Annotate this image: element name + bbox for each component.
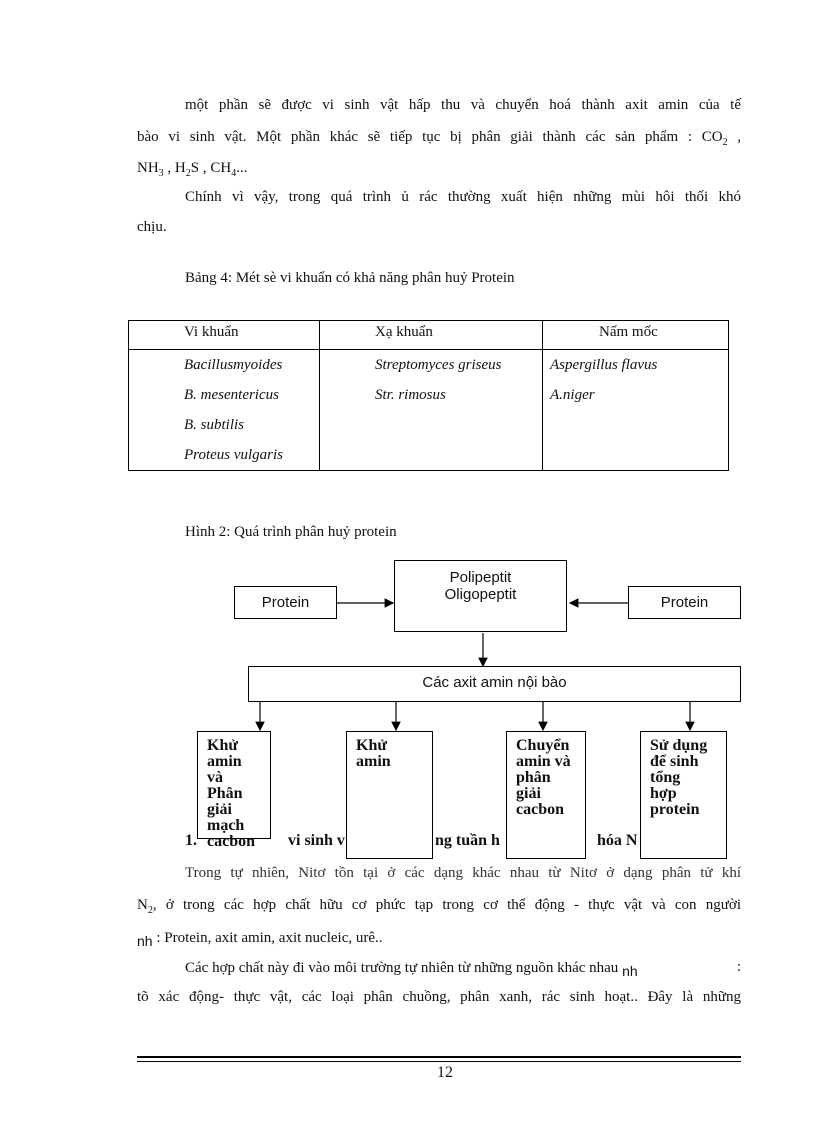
footer-rule-bottom xyxy=(137,1061,741,1062)
list-item: A.niger xyxy=(550,387,595,403)
para-1-line-3: $NH_3$ , $H_2S$ , $CH_4$... xyxy=(137,160,248,179)
protein-left-box: Protein xyxy=(234,586,337,619)
para-1-line-2: bào vi sinh vật. Một phần khác sẽ tiếp tục bị phân giải thành các sản phẩm : $CO_2$ , xyxy=(137,129,742,148)
figure-caption: Hình 2: Quá trình phân huỷ protein xyxy=(185,524,397,540)
process-box-1: Khử amin và Phân giải mạch cacbon xyxy=(197,731,271,839)
amino-acid-bar: Các axit amin nội bào xyxy=(248,666,741,702)
page-number: 12 xyxy=(437,1064,453,1081)
header-nam-moc: Nấm mốc xyxy=(543,321,729,350)
process-box-3: Chuyển amin và phân giải cacbon xyxy=(506,731,586,859)
polipeptit-label: Polipeptit xyxy=(449,569,512,586)
table-caption: Bảng 4: Mét sè vi khuẩn có khả năng phân huỷ Protein xyxy=(185,270,515,286)
process-box-2: Khử amin xyxy=(346,731,433,859)
lower-line-1: Trong tự nhiên, Nitơ tồn tại ở các dạng khác nhau từ Nitơ ở dạng phân tử khí xyxy=(185,865,741,881)
polipeptit-box xyxy=(394,560,567,632)
header-vi-khuan: Vi khuẩn xyxy=(129,321,320,350)
para-2-line-2: chịu. xyxy=(137,219,167,235)
list-item: Proteus vulgaris xyxy=(184,447,284,463)
list-item: Aspergillus flavus xyxy=(550,357,658,373)
list-item: Str. rimosus xyxy=(375,387,446,403)
list-item: Bacillusmyoides xyxy=(184,357,283,373)
list-item: Streptomyces griseus xyxy=(375,357,502,373)
list-item: B. mesentericus xyxy=(184,387,279,403)
process-box-4: Sử dụng để sinh tổng hợp protein xyxy=(640,731,727,859)
protein-right-box: Protein xyxy=(628,586,741,619)
header-xa-khuan: Xạ khuẩn xyxy=(320,321,543,350)
lower-line-2: $N_2$, ở trong các hợp chất hữu cơ phức tạp trong cơ thể động - thực vật và con người xyxy=(137,897,741,916)
lower-line-5: tõ xác động- thực vật, các loại phân chuồng, phân xanh, rác sinh hoạt.. Đây là những xyxy=(137,989,741,1005)
lower-line-4: Các hợp chất này đi vào môi trường tự nhiên từ những nguồn khác nhau nh : xyxy=(185,959,741,979)
para-1-line-1: một phần sẽ được vi sinh vật hấp thu và chuyển hoá thành axit amin của tế xyxy=(185,97,741,113)
lower-line-3: nh : Protein, axit amin, axit nucleic, urê.. xyxy=(137,930,383,949)
para-2-line-1: Chính vì vậy, trong quá trình ủ rác thường xuất hiện những mùi hôi thối khó xyxy=(185,189,741,205)
list-item: B. subtilis xyxy=(184,417,245,433)
footer-rule-top xyxy=(137,1056,741,1058)
oligopeptit-label: Oligopeptit xyxy=(444,586,517,603)
